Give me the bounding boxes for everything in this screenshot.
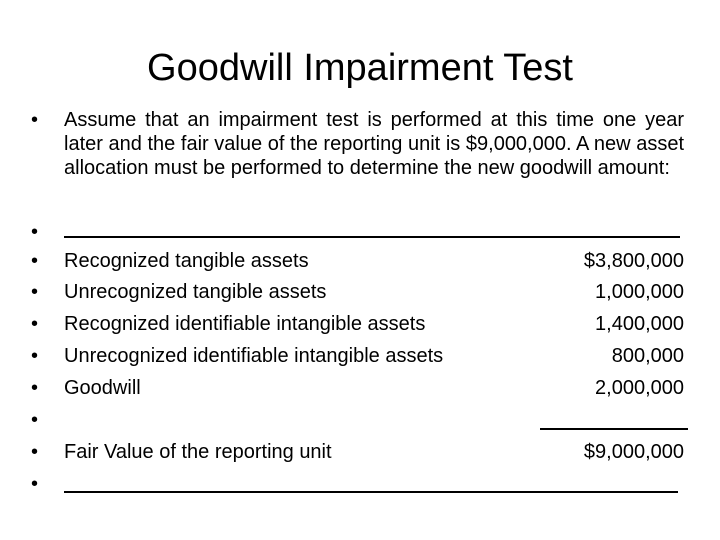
subtotal-rule	[540, 428, 688, 430]
slide-title: Goodwill Impairment Test	[147, 47, 573, 89]
bullet-icon: •	[31, 250, 39, 272]
table-top-rule	[64, 236, 680, 238]
row-label: Recognized identifiable intangible assets	[64, 313, 426, 335]
row-amount: 1,400,000	[595, 313, 684, 335]
bullet-icon: •	[31, 409, 39, 431]
bullet-icon: •	[31, 313, 39, 335]
row-amount: $3,800,000	[583, 250, 684, 272]
row-amount: 1,000,000	[595, 281, 684, 303]
bullet-icon: •	[31, 109, 39, 131]
row-amount: 2,000,000	[595, 377, 684, 399]
row-label: Unrecognized identifiable intangible assets	[64, 345, 444, 367]
row-label: Recognized tangible assets	[64, 250, 309, 272]
bullet-icon: •	[31, 281, 39, 303]
total-amount: $9,000,000	[583, 441, 684, 463]
bullet-icon: •	[31, 221, 39, 243]
total-label: Fair Value of the reporting unit	[64, 441, 332, 463]
row-label: Goodwill	[64, 377, 141, 399]
bullet-icon: •	[31, 441, 39, 463]
bullet-icon: •	[31, 345, 39, 367]
intro-paragraph: Assume that an impairment test is performed at this time one year later and the fair value of the reporting unit is $9,000,000. A new asset allocation must be performed to determine the new goodwill amount:	[64, 109, 684, 179]
bullet-icon: •	[31, 377, 39, 399]
row-label: Unrecognized tangible assets	[64, 281, 327, 303]
row-amount: 800,000	[611, 345, 684, 367]
bullet-icon: •	[31, 473, 39, 495]
table-bottom-rule	[64, 491, 678, 493]
